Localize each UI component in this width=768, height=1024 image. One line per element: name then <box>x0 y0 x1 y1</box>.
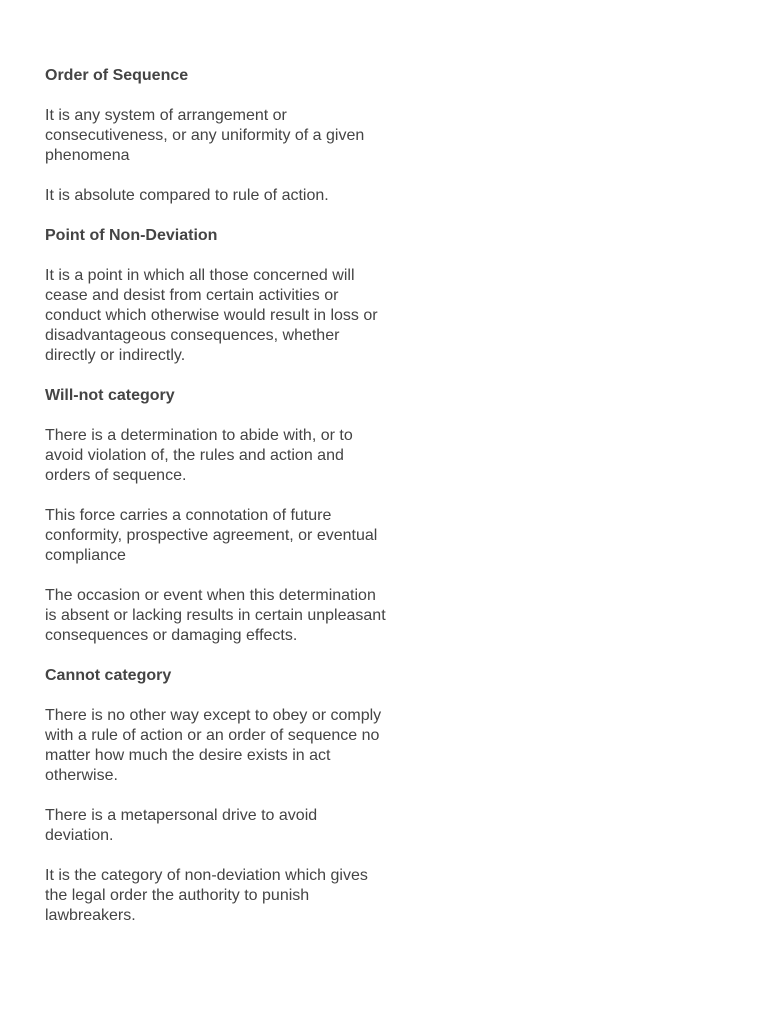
paragraph-non-deviation-definition <box>45 266 425 366</box>
paragraph-line: otherwise. <box>45 767 118 784</box>
paragraph-line: cease and desist from certain activities or <box>45 287 339 304</box>
paragraph-line: It is a point in which all those concerned will <box>45 267 355 284</box>
paragraph-cannot-authority <box>45 866 425 926</box>
paragraph-line: disadvantageous consequences, whether <box>45 327 340 344</box>
heading-point-of-non-deviation <box>45 226 425 246</box>
paragraph-line: the legal order the authority to punish <box>45 887 310 904</box>
paragraph-line: There is a determination to abide with, or to <box>45 427 353 444</box>
paragraph-line: lawbreakers. <box>45 907 136 924</box>
document-page <box>45 64 425 946</box>
paragraph-line: deviation. <box>45 827 114 844</box>
paragraph-line: avoid violation of, the rules and action and <box>45 447 344 464</box>
heading-order-of-sequence <box>45 66 425 86</box>
heading-will-not-category <box>45 386 425 406</box>
paragraph-line: It is absolute compared to rule of action. <box>45 187 329 204</box>
paragraph-will-not-determination <box>45 426 425 486</box>
paragraph-line: orders of sequence. <box>45 467 187 484</box>
paragraph-line: The occasion or event when this determination <box>45 587 376 604</box>
paragraph-order-absolute <box>45 186 425 206</box>
paragraph-line: It is any system of arrangement or <box>45 107 287 124</box>
paragraph-line: conduct which otherwise would result in loss or <box>45 307 378 324</box>
paragraph-line: phenomena <box>45 147 130 164</box>
paragraph-order-definition <box>45 106 425 166</box>
heading-text: Cannot category <box>45 667 172 684</box>
heading-text: Point of Non-Deviation <box>45 227 218 244</box>
paragraph-line: consequences or damaging effects. <box>45 627 298 644</box>
paragraph-line: It is the category of non-deviation which gives <box>45 867 368 884</box>
paragraph-line: with a rule of action or an order of sequence no <box>45 727 380 744</box>
heading-cannot-category <box>45 666 425 686</box>
paragraph-line: is absent or lacking results in certain unpleasant <box>45 607 386 624</box>
paragraph-line: consecutiveness, or any uniformity of a given <box>45 127 365 144</box>
paragraph-line: There is a metapersonal drive to avoid <box>45 807 318 824</box>
heading-text: Will-not category <box>45 387 175 404</box>
paragraph-line: matter how much the desire exists in act <box>45 747 331 764</box>
paragraph-will-not-connotation <box>45 506 425 566</box>
paragraph-line: This force carries a connotation of future <box>45 507 332 524</box>
paragraph-cannot-obey <box>45 706 425 786</box>
paragraph-will-not-consequences <box>45 586 425 646</box>
paragraph-cannot-metapersonal <box>45 806 425 846</box>
paragraph-line: conformity, prospective agreement, or eventual <box>45 527 378 544</box>
paragraph-line: compliance <box>45 547 126 564</box>
heading-text: Order of Sequence <box>45 67 189 84</box>
paragraph-line: directly or indirectly. <box>45 347 186 364</box>
paragraph-line: There is no other way except to obey or comply <box>45 707 382 724</box>
